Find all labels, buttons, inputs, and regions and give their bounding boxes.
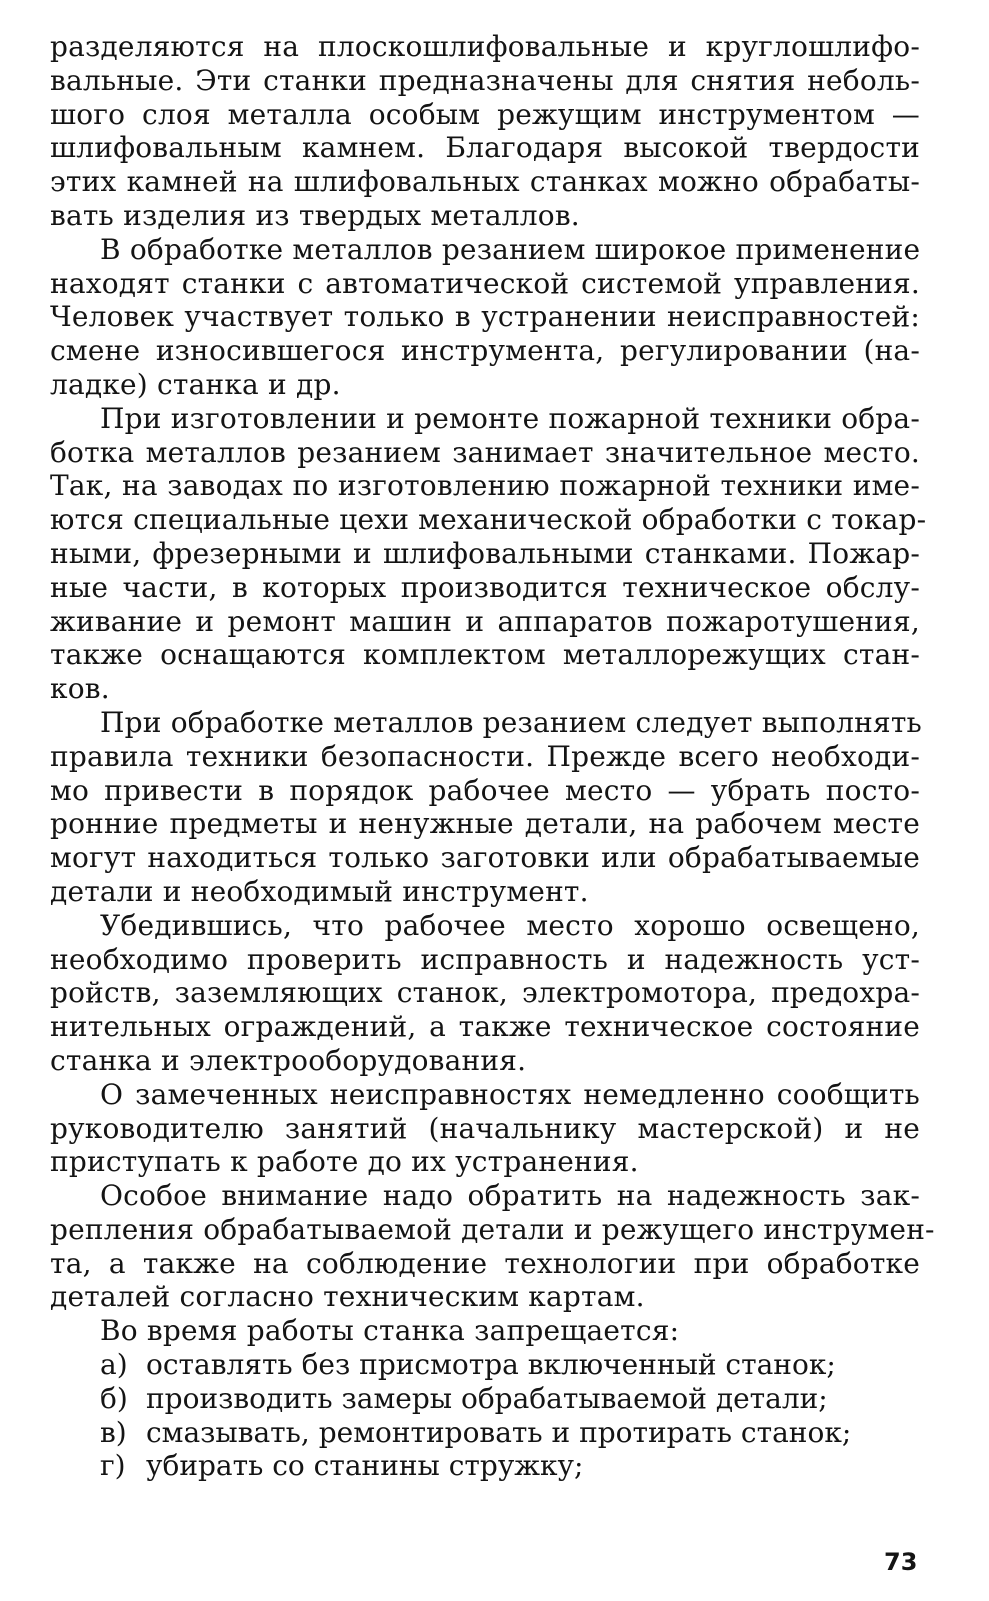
text-line: та, а также на соблюдение технологии при обработке <box>50 1246 920 1280</box>
paragraph-report-faults <box>50 1078 920 1179</box>
text-line: При изготовлении и ремонте пожарной техники обра- <box>100 401 920 435</box>
text-line: Так, на заводах по изготовлению пожарной техники име- <box>50 469 920 503</box>
page-number: 73 <box>884 1548 918 1576</box>
list-item-text: оставлять без присмотра включенный станок; <box>146 1348 836 1382</box>
text-line: ронние предметы и ненужные детали, на рабочем месте <box>50 807 920 841</box>
text-line: детали и необходимый инструмент. <box>50 874 589 908</box>
paragraph-workplace-check <box>50 909 920 1078</box>
text-line: ными, фрезерными и шлифовальными станками. Пожар- <box>50 536 920 570</box>
text-line: руководителю занятий (начальнику мастерской) и не <box>50 1111 920 1145</box>
text-line: При обработке металлов резанием следует выполнять <box>100 705 923 739</box>
text-line: шого слоя металла особым режущим инструментом — <box>50 97 920 131</box>
text-line: мо привести в порядок рабочее место — убрать посто- <box>50 773 920 807</box>
page-body <box>50 30 935 1483</box>
text-line: О замеченных неисправностях немедленно сообщить <box>100 1077 920 1111</box>
text-line: этих камней на шлифовальных станках можно обрабаты- <box>50 165 920 199</box>
paragraph-fire-equipment <box>50 401 927 706</box>
text-line: Убедившись, что рабочее место хорошо освещено, <box>100 908 920 942</box>
text-line: правила техники безопасности. Прежде всего необходи- <box>50 739 920 773</box>
text-line: вать изделия из твердых металлов. <box>50 198 580 232</box>
list-item <box>50 1348 920 1382</box>
list-item <box>50 1416 920 1450</box>
list-marker: в) <box>100 1415 127 1449</box>
text-line: вальные. Эти станки предназначены для снятия неболь- <box>50 63 920 97</box>
prohibitions-list <box>50 1348 920 1483</box>
text-line: В обработке металлов резанием широкое применение <box>100 232 921 266</box>
list-marker: г) <box>100 1449 126 1483</box>
text-line: Человек участвует только в устранении неисправностей: <box>50 300 920 334</box>
text-line: деталей согласно техническим картам. <box>50 1280 645 1314</box>
list-item <box>50 1449 920 1483</box>
paragraph-grinding-machines <box>50 30 920 233</box>
text-line: ладке) станка и др. <box>50 367 341 401</box>
paragraph-fixing-attention <box>50 1179 935 1314</box>
text-line: станка и электрооборудования. <box>50 1043 527 1077</box>
text-line: репления обрабатываемой детали и режущего инструмен- <box>50 1212 935 1246</box>
text-line: ные части, в которых производится техническое обслу- <box>50 570 920 604</box>
text-line: находят станки с автоматической системой управления. <box>50 266 920 300</box>
text-line: ройств, заземляющих станок, электромотора, предохра- <box>50 976 920 1010</box>
list-marker: а) <box>100 1348 128 1382</box>
list-item <box>50 1382 920 1416</box>
text-line: могут находиться только заготовки или обрабатываемые <box>50 841 920 875</box>
text-line: живание и ремонт машин и аппаратов пожаротушения, <box>50 604 920 638</box>
text-line: ются специальные цехи механической обработки с токар- <box>50 503 927 537</box>
paragraph-safety-rules <box>50 705 923 909</box>
list-item-text: производить замеры обрабатываемой детали; <box>146 1381 828 1415</box>
text-line: также оснащаются комплектом металлорежущих стан- <box>50 638 920 672</box>
text-line: ков. <box>50 672 110 706</box>
text-line: необходимо проверить исправность и надежность уст- <box>50 942 920 976</box>
text-line: смене износившегося инструмента, регулировании (на- <box>50 334 920 368</box>
text-line: приступать к работе до их устранения. <box>50 1145 639 1179</box>
text-line: Во время работы станка запрещается: <box>100 1314 680 1348</box>
text-line: нительных ограждений, а также техническое состояние <box>50 1010 920 1044</box>
paragraph-prohibitions-intro <box>50 1314 920 1348</box>
text-line: ботка металлов резанием занимает значительное место. <box>50 435 920 469</box>
text-line: шлифовальным камнем. Благодаря высокой твердости <box>50 131 920 165</box>
list-marker: б) <box>100 1381 128 1415</box>
list-item-text: убирать со станины стружку; <box>146 1449 584 1483</box>
list-item-text: смазывать, ремонтировать и протирать станок; <box>146 1415 852 1449</box>
text-line: Особое внимание надо обратить на надежность зак- <box>100 1179 920 1213</box>
paragraph-automatic-control <box>50 233 920 402</box>
text-line: разделяются на плоскошлифовальные и круглошлифо- <box>50 30 920 63</box>
